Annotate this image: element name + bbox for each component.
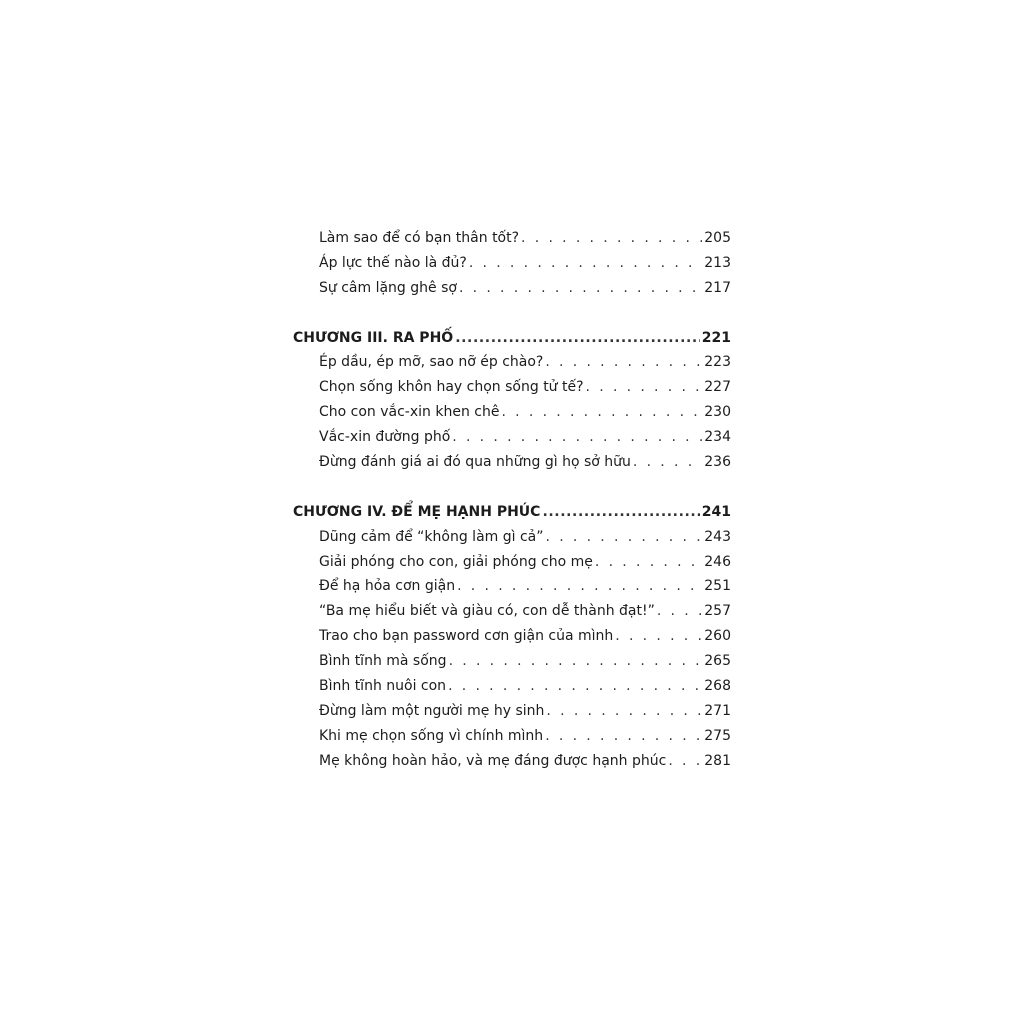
toc-entry (293, 276, 731, 301)
dot-leader (668, 749, 702, 774)
toc-entry-title: Cho con vắc-xin khen chê (319, 404, 500, 421)
toc-entry-title: Chọn sống khôn hay chọn sống tử tế? (319, 379, 584, 396)
toc-entry-title: Để hạ hỏa cơn giận (319, 578, 456, 595)
chapter-heading (293, 326, 731, 351)
toc-entry (293, 674, 731, 699)
toc-entry-page: 275 (704, 727, 731, 744)
toc-entry (293, 400, 731, 425)
toc-entry-page: 271 (704, 702, 731, 719)
toc-entry-title: Áp lực thế nào là đủ? (319, 254, 467, 271)
dot-leader (469, 251, 702, 276)
table-of-contents (293, 226, 731, 774)
toc-entry-title: Làm sao để có bạn thân tốt? (319, 230, 520, 246)
toc-entry-page: 217 (704, 279, 731, 296)
chapter-page: 241 (701, 503, 731, 520)
toc-entry (293, 550, 731, 575)
dot-leader (459, 276, 702, 301)
dot-leader (455, 326, 700, 351)
chapter-title: CHƯƠNG IV. ĐỂ MẸ HẠNH PHÚC (293, 503, 541, 520)
toc-entry-page: 223 (704, 354, 731, 371)
toc-entry (293, 724, 731, 749)
dot-leader (521, 226, 702, 251)
toc-entry-title: “Ba mẹ hiểu biết và giàu có, con dễ thành đạt!” (319, 603, 655, 620)
dot-leader (586, 375, 703, 400)
dot-leader (545, 724, 702, 749)
dot-leader (501, 400, 702, 425)
toc-entry-page: 246 (704, 553, 731, 570)
dot-leader (546, 699, 702, 724)
dot-leader (633, 450, 702, 475)
dot-leader (457, 574, 702, 599)
toc-entry (293, 226, 731, 251)
toc-entry-page: 213 (704, 254, 731, 271)
toc-entry-title: Giải phóng cho con, giải phóng cho mẹ (319, 553, 593, 570)
toc-entry-title: Vắc-xin đường phố (319, 429, 451, 446)
dot-leader (595, 550, 702, 575)
chapter-title: CHƯƠNG III. RA PHỐ (293, 329, 454, 346)
toc-entry-page: 243 (704, 528, 731, 545)
toc-entry-title: Bình tĩnh nuôi con (319, 678, 447, 695)
toc-entry-page: 265 (704, 653, 731, 670)
toc-entry-page: 260 (704, 628, 731, 645)
chapter-heading (293, 500, 731, 525)
dot-leader (448, 674, 702, 699)
toc-entry (293, 749, 731, 774)
toc-entry (293, 450, 731, 475)
toc-entry-page: 236 (704, 454, 731, 471)
toc-entry (293, 649, 731, 674)
toc-entry (293, 574, 731, 599)
toc-entry-page: 234 (704, 429, 731, 446)
toc-entry (293, 350, 731, 375)
toc-entry-title: Khi mẹ chọn sống vì chính mình (319, 727, 544, 744)
toc-entry (293, 375, 731, 400)
dot-leader (657, 599, 702, 624)
chapter-page: 221 (701, 329, 731, 346)
dot-leader (449, 649, 703, 674)
toc-entry (293, 599, 731, 624)
dot-leader (615, 624, 702, 649)
toc-entry-page: 257 (704, 603, 731, 620)
dot-leader (452, 425, 702, 450)
toc-entry (293, 425, 731, 450)
dot-leader (545, 350, 702, 375)
toc-entry-page: 251 (704, 578, 731, 595)
toc-entry (293, 624, 731, 649)
toc-entry-title: Dũng cảm để “không làm gì cả” (319, 528, 544, 545)
toc-entry-title: Đừng làm một người mẹ hy sinh (319, 702, 545, 719)
toc-entry-page: 230 (704, 404, 731, 421)
toc-entry-title: Trao cho bạn password cơn giận của mình (319, 628, 614, 645)
toc-entry (293, 699, 731, 724)
toc-entry-page: 205 (704, 230, 731, 246)
toc-entry-title: Sự câm lặng ghê sợ (319, 279, 457, 296)
dot-leader (546, 525, 703, 550)
toc-entry-title: Bình tĩnh mà sống (319, 653, 447, 670)
toc-entry-title: Đừng đánh giá ai đó qua những gì họ sở hữu (319, 454, 631, 471)
toc-entry-page: 227 (704, 379, 731, 396)
toc-entry-title: Ép dầu, ép mỡ, sao nỡ ép chào? (319, 354, 544, 371)
toc-entry-page: 281 (704, 752, 731, 769)
toc-entry (293, 525, 731, 550)
toc-entry-page: 268 (704, 678, 731, 695)
toc-entry (293, 251, 731, 276)
toc-entry-title: Mẹ không hoàn hảo, và mẹ đáng được hạnh phúc (319, 752, 667, 769)
dot-leader (542, 500, 699, 525)
